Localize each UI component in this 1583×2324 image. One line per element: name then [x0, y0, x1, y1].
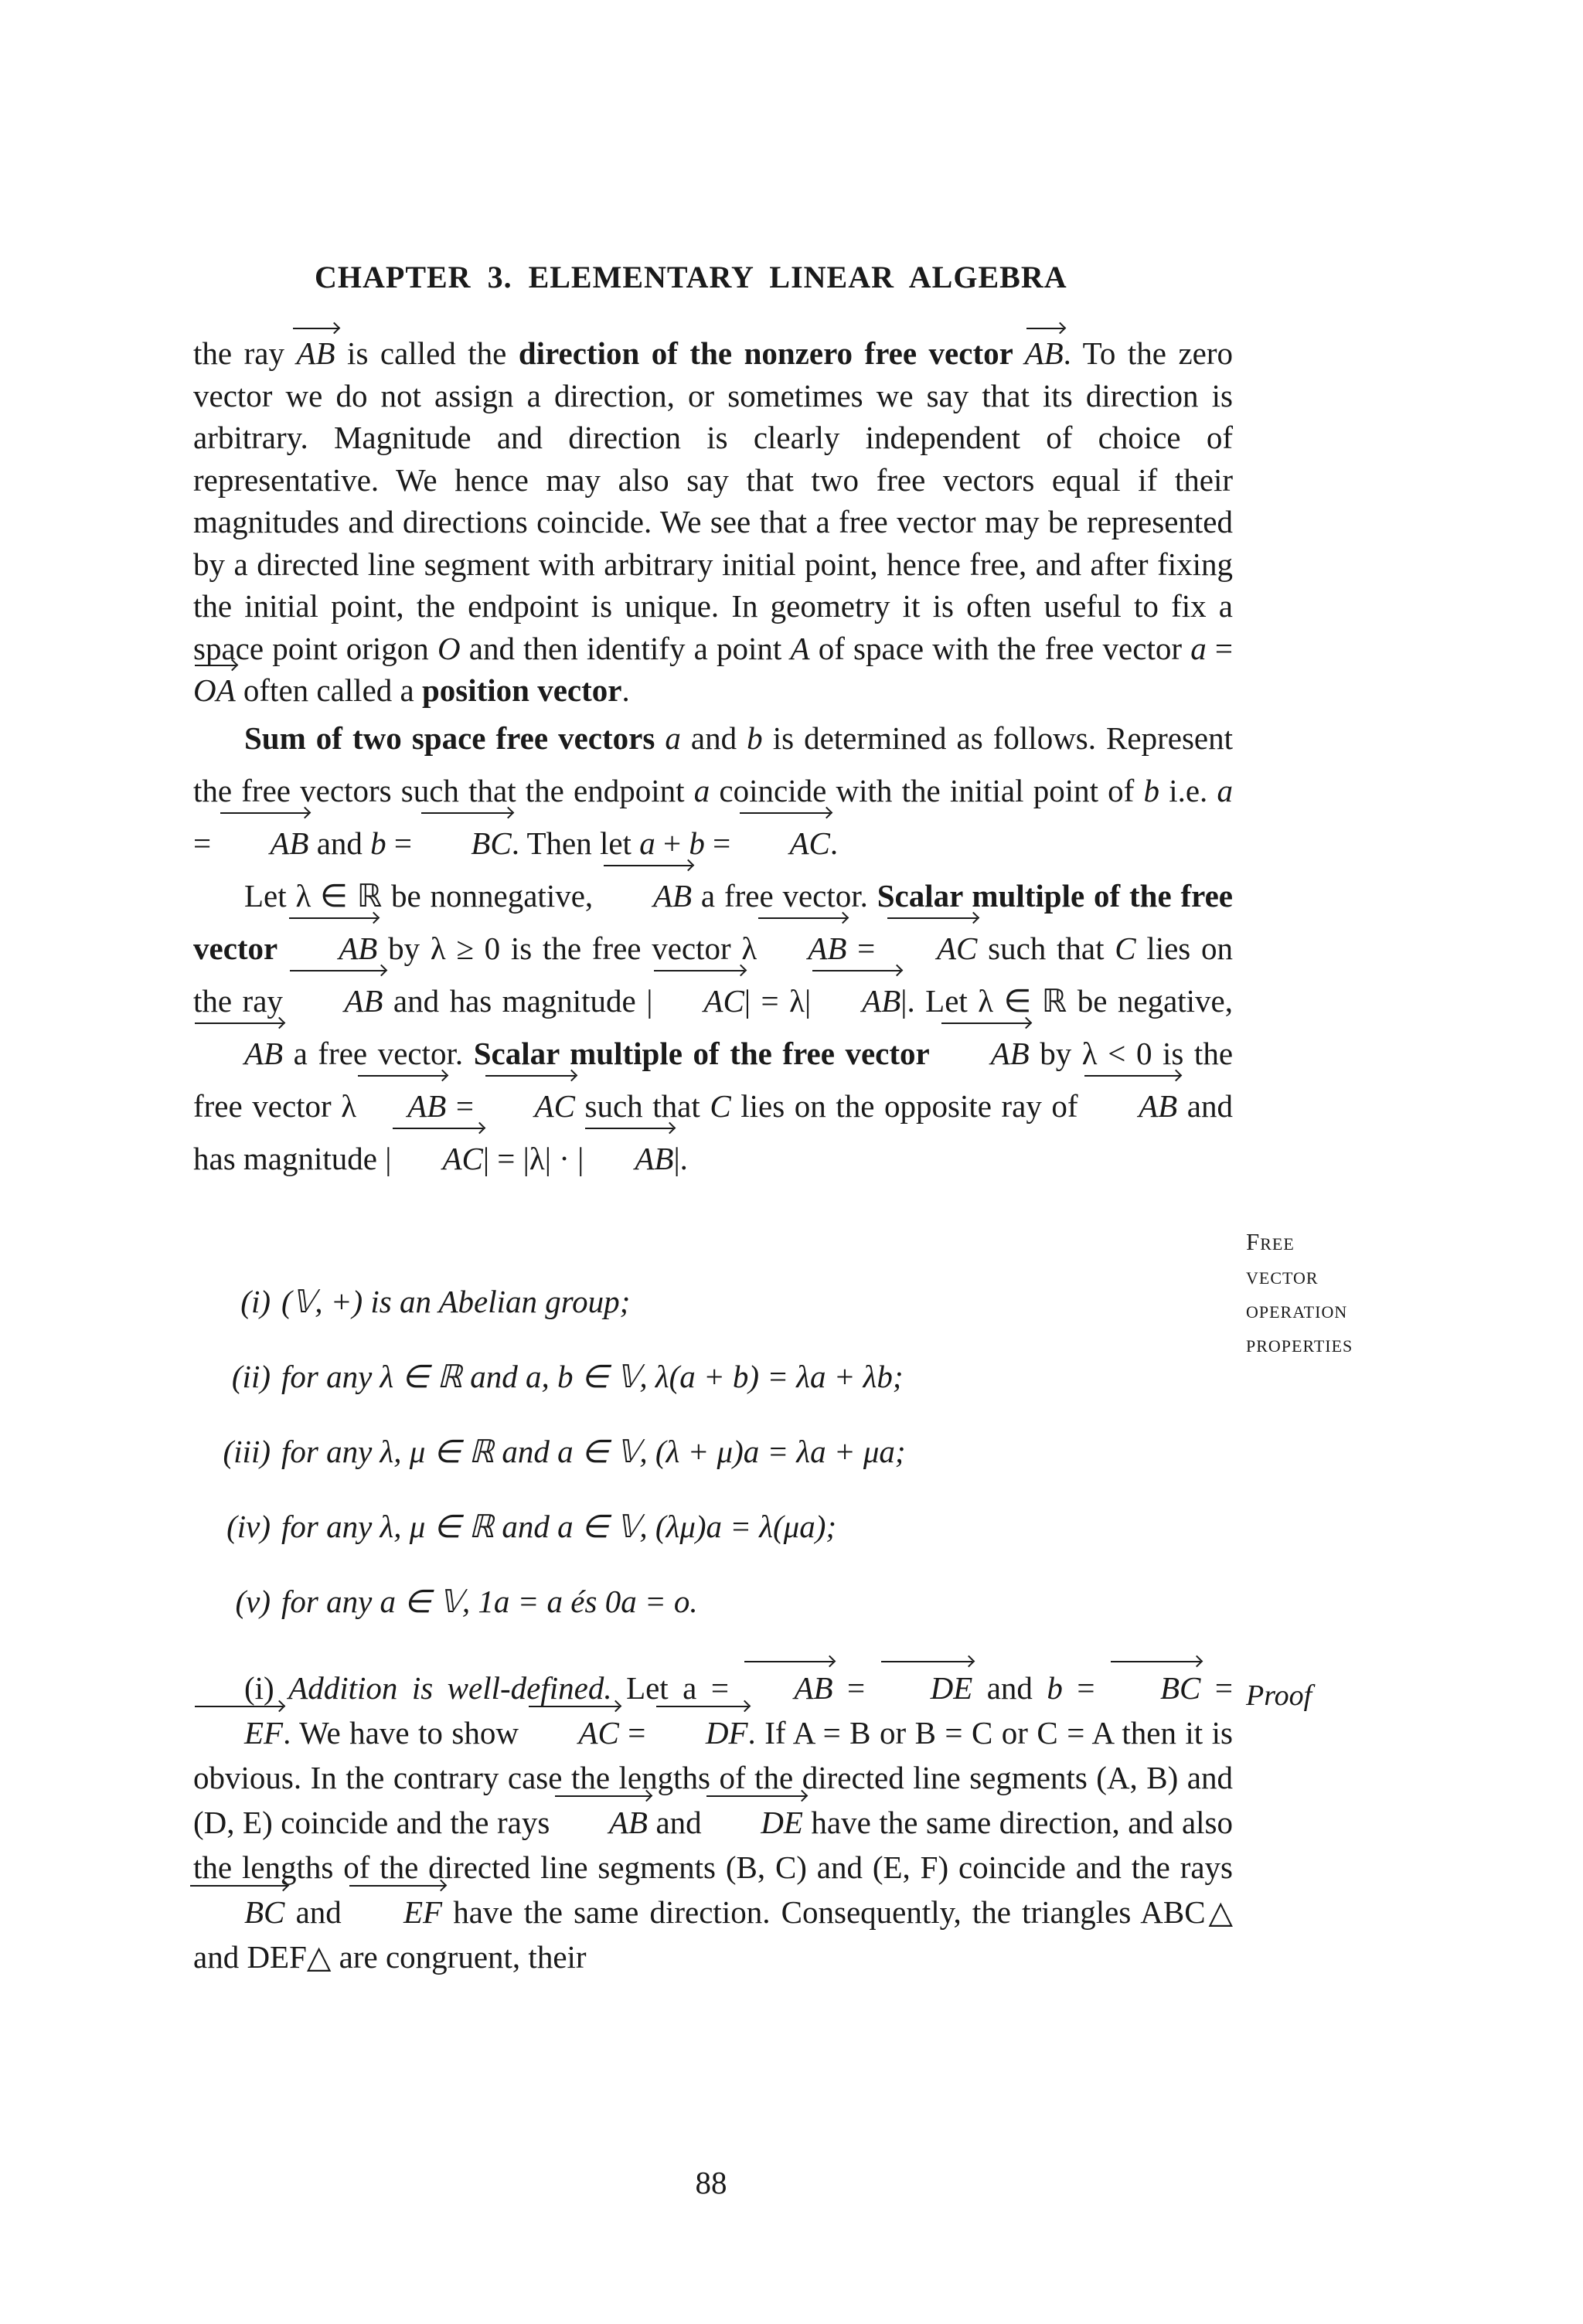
list-item: (iv) for any λ, μ ∈ ℝ and a ∈ 𝕍, (λμ)a = λ(μa); [226, 1509, 837, 1544]
ray-ab: AB [296, 332, 335, 375]
list-item: (i) (𝕍, +) is an Abelian group; [240, 1284, 631, 1319]
margin-note: Free vector operation properties [1246, 1228, 1353, 1357]
proof-text: (i) Addition is well-defined. Let a = AB = DE and b = BC = EF. We have to show AC = DF. If A = B or B = C or C = A then it is obvious. In the contrary case the lengths of the directed line segments (A, B) and (D, E) coincide and the rays AB and DE have the same direction, and also the lengths of the directed line segments (B, C) and (E, F) coincide and the rays BC and EF have the same direction. Consequently, the triangles ABC△ and DEF△ are congruent, their [193, 1666, 1233, 1979]
bold-term-scalar-negative: Scalar multiple of the free vector [473, 1035, 940, 1071]
vector-ab: AB [1025, 332, 1064, 375]
paragraph-direction: the ray AB is called the direction of the nonzero free vector AB. To the zero vector we do not assign a direction, or sometimes we say that its direction is arbitrary. Magnitude and direction is clearly independent of choice of representative. We hence may also say that two free vectors equal if their magnitudes and directions coincide. We see that a free vector may be represented by a directed line segment with arbitrary initial point, hence free, and after fixing the initial point, the endpoint is unique. In geometry it is often useful to fix a space point origon O and then identify a point A of space with the free vector a = OA often called a position vector. [193, 332, 1233, 712]
body-text [193, 332, 1233, 1185]
proof-label: Proof [1246, 1679, 1312, 1712]
bold-term-scalar: Scalar multiple of the free vector [193, 877, 1233, 966]
list-item: (ii) for any λ ∈ ℝ and a, b ∈ 𝕍, λ(a + b) = λa + λb; [231, 1359, 904, 1394]
vector-oa: OA [193, 669, 236, 712]
bold-term-direction: direction of the nonzero free vector [518, 335, 1025, 371]
list-item: (iii) for any λ, μ ∈ ℝ and a ∈ 𝕍, (λ + μ)a = λa + μa; [223, 1434, 906, 1469]
page-number: 88 [695, 2165, 727, 2200]
bold-term-sum: Sum of two space free vectors [244, 720, 655, 756]
list-item: (v) for any a ∈ 𝕍, 1a = a és 0a = o. [235, 1584, 698, 1619]
running-header: CHAPTER 3. ELEMENTARY LINEAR ALGEBRA [315, 260, 1067, 294]
bold-term-position-vector: position vector [421, 672, 622, 708]
paragraph-sum: Sum of two space free vectors a and b is determined as follows. Represent the free vectors such that the endpoint a coincide with the initial point of b i.e. a = AB and b = BC. Then let a + b = AC. [193, 712, 1233, 869]
paragraph-scalar: Let λ ∈ ℝ be nonnegative, AB a free vector. Scalar multiple of the free vector AB by λ ≥ 0 is the free vector λ AB = AC such that C lies on the ray AB and has magnitude | AC| = λ| AB|. Let λ ∈ ℝ be negative, AB a free vector. Scalar multiple of the free vector AB by λ < 0 is the free vector λ AB = AC such that C lies on the opposite ray of AB and has magnitude | AC| = |λ| · | AB|. [193, 869, 1233, 1185]
